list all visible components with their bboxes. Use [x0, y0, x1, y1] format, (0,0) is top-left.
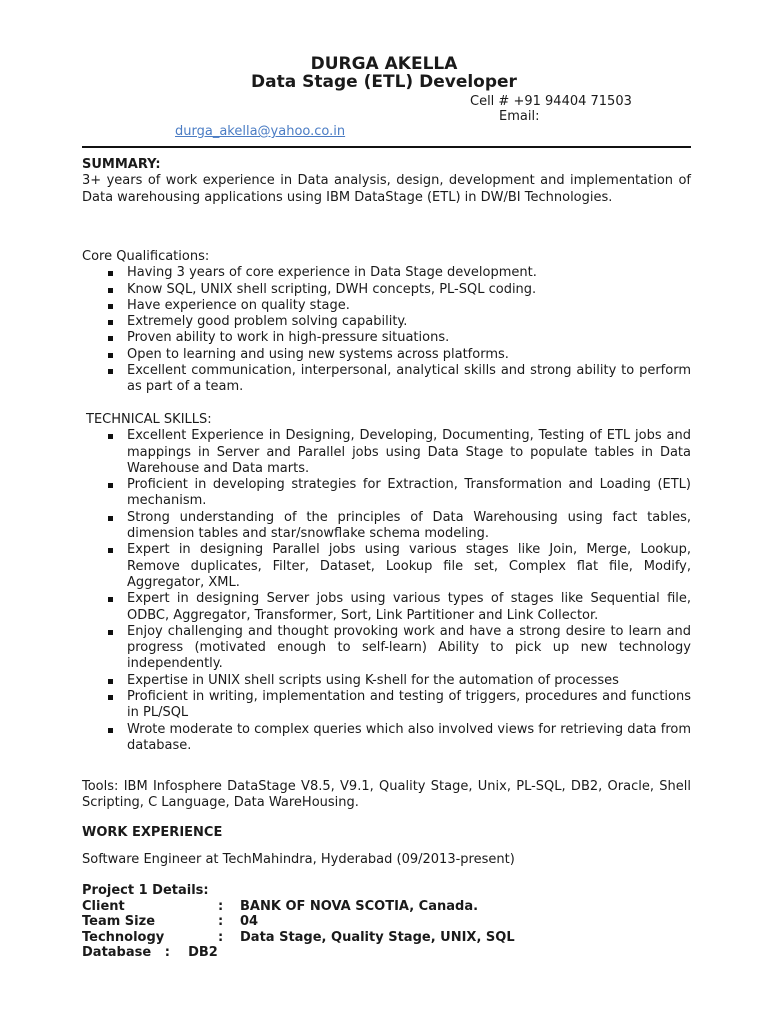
- detail-key: Technology: [82, 929, 165, 945]
- detail-key: Team Size: [82, 914, 156, 930]
- list-item: Strong understanding of the principles of Data Warehousing using fact tables, dimension tables and star/snowflake schema modeling.: [127, 509, 691, 542]
- detail-row-client: [82, 899, 691, 915]
- detail-sep: :: [218, 898, 224, 914]
- email-link[interactable]: durga_akella@yahoo.co.in: [175, 124, 346, 139]
- phone-number: Cell # +91 94404 71503: [470, 94, 632, 109]
- list-item: Enjoy challenging and thought provoking work and have a strong desire to learn and progress (motivated enough to self-learn) Ability to pick up new technology independently.: [127, 623, 691, 672]
- summary-heading: SUMMARY:: [82, 157, 161, 172]
- list-item: Know SQL, UNIX shell scripting, DWH concepts, PL-SQL coding.: [127, 282, 691, 298]
- detail-value: BANK OF NOVA SCOTIA, Canada.: [240, 898, 479, 914]
- job-title: Data Stage (ETL) Developer: [251, 72, 517, 92]
- list-item: Proficient in developing strategies for Extraction, Transformation and Loading (ETL) mechanism.: [127, 477, 691, 509]
- list-item: Open to learning and using new systems across platforms.: [127, 347, 691, 363]
- list-item: Expertise in UNIX shell scripts using K-shell for the automation of processes: [127, 673, 691, 689]
- detail-sep: :: [218, 929, 224, 945]
- core-qualifications-section: [82, 249, 691, 396]
- list-item: Proven ability to work in high-pressure situations.: [127, 330, 691, 346]
- list-item: Expert in designing Parallel jobs using various stages like Join, Merge, Lookup, Remove duplicates, Filter, Dataset, Lookup file set, Complex flat file, Modify, Aggregator, XML.: [127, 542, 691, 590]
- list-item: Excellent communication, interpersonal, analytical skills and strong ability to perform as part of a team.: [127, 363, 691, 395]
- list-item: Extremely good problem solving capability.: [127, 314, 691, 330]
- detail-sep: :: [218, 914, 224, 930]
- list-item: Having 3 years of core experience in Data Stage development.: [127, 265, 691, 281]
- detail-value: Data Stage, Quality Stage, UNIX, SQL: [240, 929, 515, 945]
- core-heading: Core Qualifications:: [82, 249, 210, 264]
- list-item: Wrote moderate to complex queries which also involved views for retrieving data from database.: [127, 721, 691, 753]
- list-item: Proficient in writing, implementation and testing of triggers, procedures and functions in PL/SQL: [127, 689, 691, 721]
- detail-row-technology: [82, 930, 691, 946]
- list-item: Expert in designing Server jobs using various types of stages like Sequential file, ODBC, Aggregator, Transformer, Sort, Link Partitioner and Link Collector.: [127, 591, 691, 623]
- detail-row-database: Database : DB2: [82, 945, 218, 961]
- detail-key: Client: [82, 898, 125, 914]
- list-item: Excellent Experience in Designing, Developing, Documenting, Testing of ETL jobs and mappings in Server and Parallel jobs using Data Stage to populate tables in Data Warehouse and Data marts.: [127, 428, 691, 476]
- detail-value: 04: [240, 914, 259, 930]
- candidate-name: DURGA AKELLA: [310, 54, 458, 74]
- tools-text: Tools: IBM Infosphere DataStage V8.5, V9.1, Quality Stage, Unix, PL-SQL, DB2, Oracle, Shell Scripting, C Language, Data WareHousing.: [82, 779, 691, 811]
- list-item: Have experience on quality stage.: [127, 298, 691, 314]
- email-label: Email:: [499, 109, 540, 124]
- technical-skills-section: [82, 412, 691, 754]
- project-details: [82, 883, 691, 961]
- work-role: Software Engineer at TechMahindra, Hyderabad (09/2013-present): [82, 852, 515, 867]
- work-heading: WORK EXPERIENCE: [82, 825, 223, 840]
- project-heading: Project 1 Details:: [82, 883, 209, 898]
- detail-row-team-size: [82, 914, 691, 930]
- technical-heading: TECHNICAL SKILLS:: [86, 412, 212, 427]
- summary-section: [82, 157, 691, 206]
- summary-text: 3+ years of work experience in Data analysis, design, development and implementation of Data warehousing applications using IBM DataStage (ETL) in DW/BI Technologies.: [82, 173, 691, 205]
- header-divider: [82, 146, 691, 148]
